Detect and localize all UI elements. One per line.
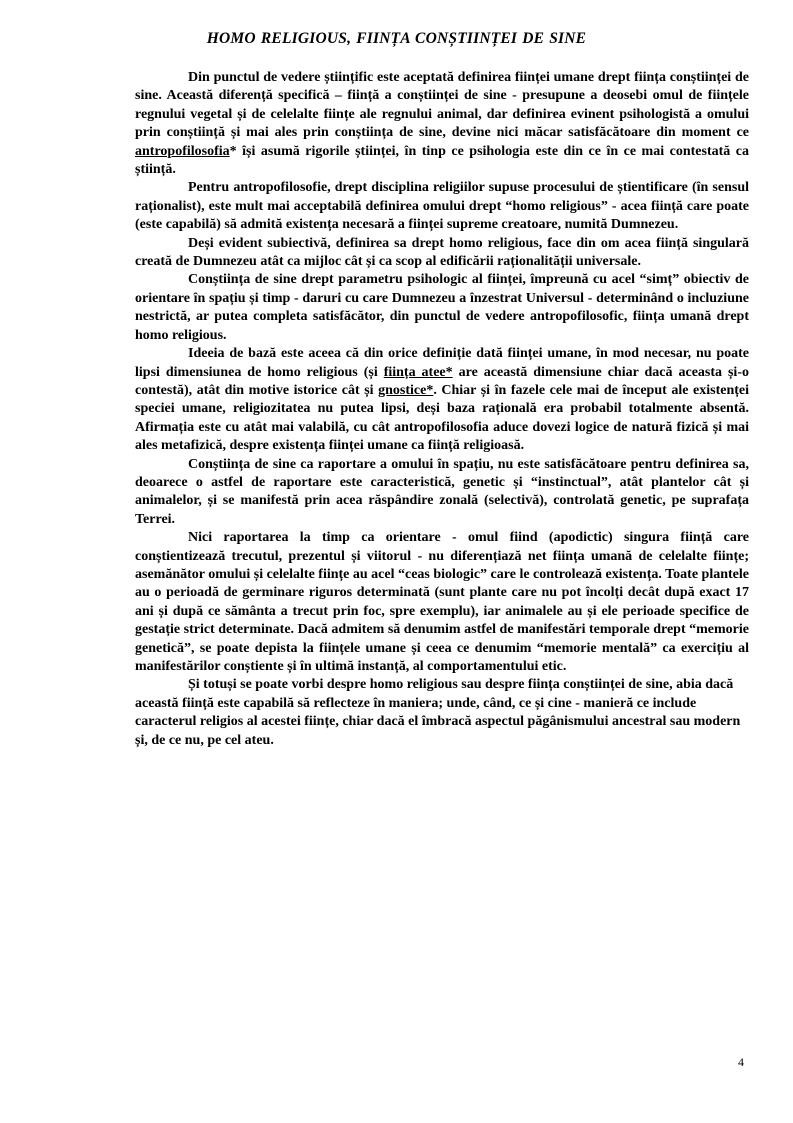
paragraph-2: Pentru antropofilosofie, drept disciplina religiilor supuse procesului de știentificare (în sensul raționalist), este mult mai acceptabilă definirea omului drept “homo religious” - acea ființă care poate (este capabilă) să admită existența necesară a ființei supreme creatoare, numită Dumnezeu. (135, 180, 749, 233)
paragraph-6: Conștiința de sine ca raportare a omului în spațiu, nu este satisfăcătoare pentru definirea sa, deoarece o astfel de raportare este caracteristică, genetic și “instinctual”, atât plantelor cât și animalelor, și se manifestă prin acea răspândire zonală (selectivă), controlată genetic, pe suprafața Terrei. (135, 456, 749, 527)
paragraph-4: Conștiința de sine drept parametru psihologic al ființei, împreună cu acel “simț” obiectiv de orientare în spațiu și timp - daruri cu care Dumnezeu a înzestrat Universul - determinând o incluziune nestrictă, ar putea completa satisfăcător, din punctul de vedere antropofilosofic, ființa umană drept homo religious. (135, 272, 749, 343)
paragraph-8: Și totuși se poate vorbi despre homo religious sau despre ființa conștiinței de sine, abia dacă această ființă este capabilă să reflecteze în maniera; unde, când, ce și cine - manieră ce include caracterul religios al acestei ființe, chiar dacă el îmbracă aspectul păgânismului ancestral sau modern și, de ce nu, pe cel ateu. (135, 677, 741, 748)
paragraph-1: Din punctul de vedere științific este aceptată definirea ființei umane drept ființa conștiinței de sine. Această diferență specifică – ființă a conștiinței de sine - presupune a deosebi omul de ființele regnului vegetal și de celelalte ființe ale regnului animal, dar definirea evinent psihologistă a omului prin conștiință și mai ales prin conștiința de sine, devine nici măcar satisfăcătoare din moment ce antropofilosofia* își asumă rigorile științei, în tinp ce psihologia este din ce în ce mai contestată ca știință. (135, 70, 749, 178)
page-number: 4 (738, 1055, 744, 1069)
term-antropofilosofia: antropofilosofia (135, 143, 230, 159)
page-title: HOMO RELIGIOUS, FIINȚA CONȘTIINȚEI DE SINE (206, 30, 587, 47)
paragraph-3: Deși evident subiectivă, definirea sa drept homo religious, face din om acea ființă singulară creată de Dumnezeu atât ca mijloc cât și ca scop al edificării raționalității universale. (135, 235, 749, 270)
paragraph-5: Ideeia de bază este aceea că din orice definiție dată ființei umane, în mod necesar, nu poate lipsi dimensiunea de homo religious (și ființa atee* are această dimensiune chiar dacă aceasta și-o contestă), atât din motive istorice cât și gnostice*. Chiar și în fazele cele mai de început ale existenței speciei umane, religiozitatea nu putea lipsi, deși baza rațională era probabil totalmente absentă. Afirmația este cu atât mai valabilă, cu cât antropofilosofia aduce dovezi logice de natură fizică și mai ales metafizică, despre existența ființei umane ca ființă religioasă. (135, 346, 749, 454)
term-fiinta-atee: ființa atee* (383, 364, 453, 380)
term-gnostice: gnostice* (378, 382, 434, 398)
document-body (135, 69, 749, 750)
paragraph-7: Nici raportarea la timp ca orientare - omul fiind (apodictic) singura ființă care conștientizează trecutul, prezentul și viitorul - nu diferențiază net ființa umană de celelalte ființe; asemănător omului și celelalte ființe au acel “ceas biologic” care le controlează existența. Toate plantele au o perioadă de germinare riguros determinată (sunt plante care nu pot încolți decât după exact 17 ani și după ce sământa a trecut prin foc, spre exemplu), iar animalele au și ele perioade specifice de gestație strict determinate. Dacă admitem să denumim astfel de manifestări temporale drept “memorie genetică”, se poate depista la ființele umane și ceea ce denumim “memorie mentală” ca exercițiu al manifestărilor conștiente și în ultimă instanță, al comportamentului etic. (135, 530, 749, 674)
